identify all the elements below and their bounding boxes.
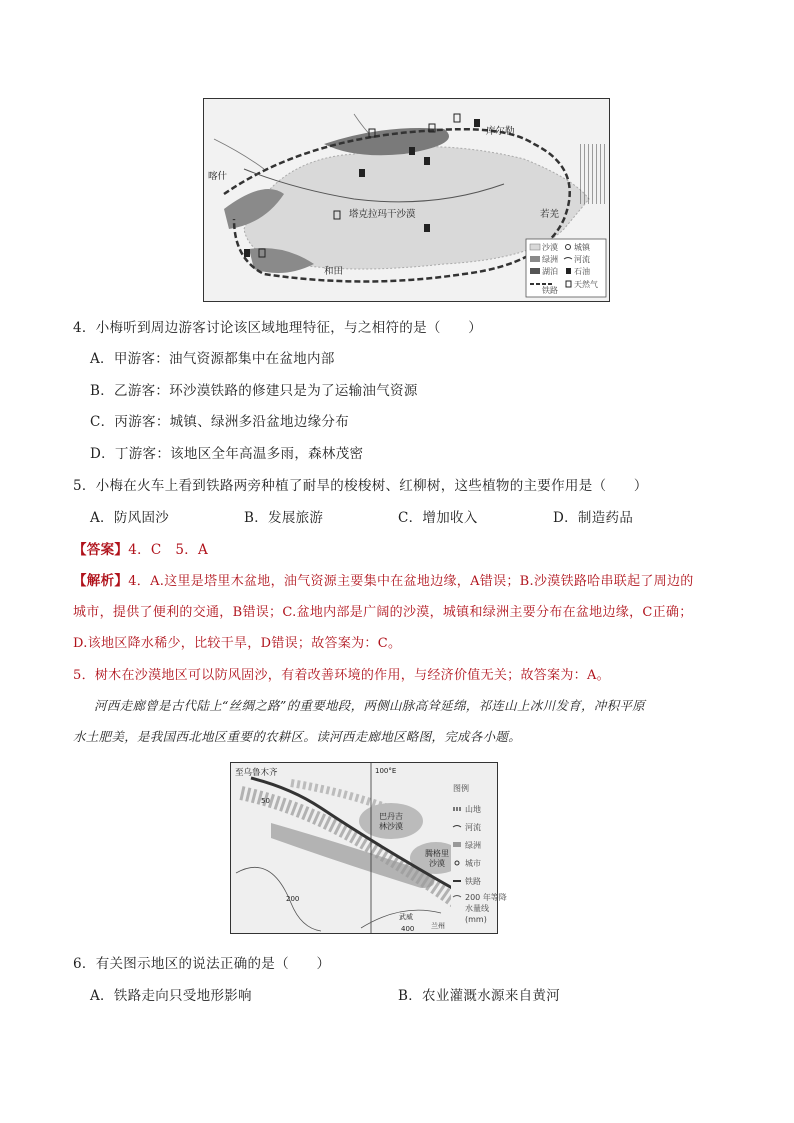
hexi-corridor-map [230,762,507,934]
svg-text:铁路: 铁路 [542,286,558,295]
label-lanzhou: 兰州 [431,922,445,930]
label-kashgar: 喀什 [208,171,228,182]
analysis-line-2: 城市，提供了便利的交通，B错误；C.盆地内部是广阔的沙漠，城镇和绿洲主要分布在盆地边缘，C正确； [73,605,693,620]
svg-text:湖泊: 湖泊 [542,267,558,276]
analysis-line-4: 5．树木在沙漠地区可以防风固沙，有着改善环境的作用，与经济价值无关；故答案为：A。 [73,668,610,683]
label-tengger: 腾格里 [425,849,449,858]
hexi-map-svg [231,763,507,933]
tarim-map-svg [204,99,609,301]
q5-option-d: D．制造药品 [553,510,634,526]
answer-text: 4．C 5．A [128,542,209,558]
answer-label: 【答案】 [73,542,129,558]
svg-text:绿洲: 绿洲 [465,841,481,850]
svg-text:(mm): (mm) [465,915,487,924]
q6-option-a: A．铁路走向只受地形影响 [90,988,252,1004]
svg-text:绿洲: 绿洲 [542,255,558,264]
svg-text:河流: 河流 [574,255,590,264]
map2-legend [451,783,507,931]
svg-text:沙漠: 沙漠 [542,243,558,252]
q4-option-a: A．甲游客：油气资源都集中在盆地内部 [90,351,335,367]
label-hotan: 和田 [324,266,344,277]
label-urumqi: 至乌鲁木齐 [235,768,278,778]
question-5-stem: 5．小梅在火车上看到铁路两旁种植了耐旱的梭梭树、红柳树，这些植物的主要作用是（ ） [73,478,648,494]
svg-text:水量线: 水量线 [465,904,489,913]
badain-desert [359,803,423,839]
label-tengger-2: 沙漠 [429,859,445,868]
question-4-stem: 4．小梅听到周边游客讨论该区域地理特征，与之相符的是（ ） [73,320,483,336]
svg-text:城市: 城市 [465,859,481,868]
svg-text:铁路: 铁路 [465,877,481,886]
tarim-basin-map [203,98,610,302]
answer-line [73,538,208,558]
q4-option-c: C．丙游客：城镇、绿洲多沿盆地边缘分布 [90,414,350,430]
label-korla: 库尔勒 [486,126,515,137]
label-badain: 巴丹吉 [379,812,403,821]
analysis-line-1: 【解析】4．A.这里是塔里木盆地，油气资源主要集中在盆地边缘，A错误；B.沙漠铁路哈串联起了周边的 [73,573,694,589]
label-lon: 100°E [375,767,397,775]
q5-option-a: A．防风固沙 [90,510,170,526]
svg-text:城镇: 城镇 [574,243,590,252]
svg-text:200 年等降: 200 年等降 [465,893,507,902]
label-50: 50 [261,797,270,805]
q5-option-b: B．发展旅游 [244,510,324,526]
analysis-label: 【解析】 [73,573,129,589]
intro-line-2: 水土肥美，是我国西北地区重要的农耕区。读河西走廊地区略图，完成各小题。 [73,729,522,744]
svg-text:河流: 河流 [465,823,481,832]
map1-legend [526,239,606,297]
q5-option-c: C．增加收入 [398,510,478,526]
q6-option-b: B．农业灌溉水源来自黄河 [398,988,561,1004]
label-400: 400 [401,925,415,933]
svg-text:石油: 石油 [574,267,590,276]
q4-option-d: D．丁游客：该地区全年高温多雨，森林茂密 [90,446,364,462]
label-ruoqiang: 若羌 [540,209,560,220]
svg-text:天然气: 天然气 [574,280,598,289]
label-200: 200 [286,895,300,903]
east-hatched-area [579,144,607,204]
q4-option-b: B．乙游客：环沙漠铁路的修建只是为了运输油气资源 [90,383,418,399]
analysis-line-3: D.该地区降水稀少，比较干旱，D错误；故答案为：C。 [73,636,402,651]
svg-text:图例: 图例 [453,784,469,793]
label-desert: 塔克拉玛干沙漠 [349,209,416,220]
label-wuwei: 武威 [399,913,413,921]
intro-line-1: 河西走廊曾是古代陆上“丝绸之路”的重要地段，两侧山脉高耸延绵，祁连山上冰川发育，冲积平原 [94,698,645,713]
label-badain-2: 林沙漠 [379,822,403,831]
question-6-stem: 6．有关图示地区的说法正确的是（ ） [73,956,331,972]
svg-text:山地: 山地 [465,805,481,814]
